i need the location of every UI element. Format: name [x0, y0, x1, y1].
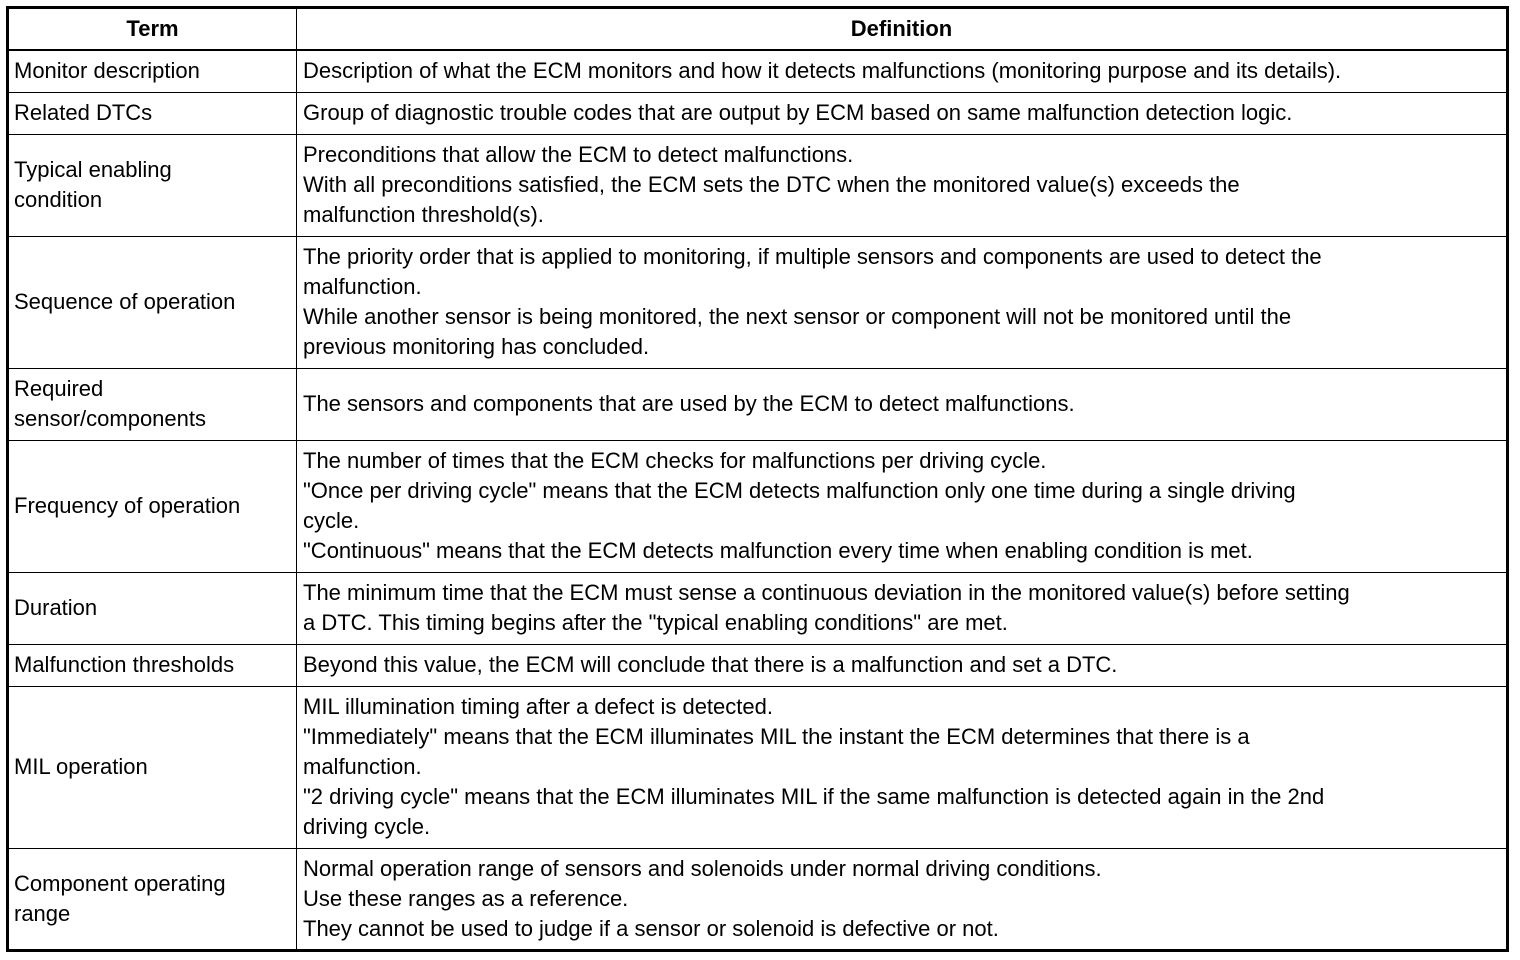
definition-text: "Once per driving cycle" means that the ECM detects malfunction only one time during a single driving: [303, 478, 1296, 503]
term-text: Malfunction thresholds: [14, 652, 235, 677]
term-cell: [8, 368, 297, 440]
term-text: Required: [14, 376, 104, 401]
definition-text: "Continuous" means that the ECM detects malfunction every time when enabling condition is met.: [303, 538, 1253, 563]
definition-text: malfunction threshold(s).: [303, 202, 544, 227]
definition-text: While another sensor is being monitored, the next sensor or component will not be monitored until the: [303, 304, 1292, 329]
definition-text: malfunction.: [303, 274, 422, 299]
definition-text: The number of times that the ECM checks for malfunctions per driving cycle.: [303, 448, 1047, 473]
definition-text: Preconditions that allow the ECM to detect malfunctions.: [303, 142, 854, 167]
definition-cell: [297, 368, 1508, 440]
definition-text: With all preconditions satisfied, the ECM sets the DTC when the monitored value(s) exceeds the: [303, 172, 1240, 197]
definition-text: Description of what the ECM monitors and how it detects malfunctions (monitoring purpose and its details).: [303, 58, 1342, 84]
table-row: [8, 686, 1508, 848]
table-row: [8, 134, 1508, 236]
table-body: [8, 50, 1508, 950]
definition-cell: [297, 236, 1508, 368]
definition-text: "Immediately" means that the ECM illuminates MIL the instant the ECM determines that there is a: [303, 724, 1250, 749]
definition-text: previous monitoring has concluded.: [303, 334, 650, 359]
table-row: [8, 848, 1508, 950]
term-text: MIL operation: [14, 754, 148, 779]
header-row: [8, 8, 1508, 51]
table-row: [8, 50, 1508, 92]
definition-text: The sensors and components that are used by the ECM to detect malfunctions.: [303, 391, 1075, 416]
table-row: [8, 644, 1508, 686]
definition-cell: [297, 572, 1508, 644]
definition-text: The minimum time that the ECM must sense a continuous deviation in the monitored value(s) before setting: [303, 580, 1350, 605]
table-row: [8, 368, 1508, 440]
term-cell: [8, 440, 297, 572]
definition-text: The priority order that is applied to monitoring, if multiple sensors and components are used to detect the: [303, 244, 1322, 269]
definition-text: driving cycle.: [303, 814, 431, 839]
term-text: Frequency of operation: [14, 493, 241, 518]
definition-text: cycle.: [303, 508, 360, 533]
definition-cell: [297, 848, 1508, 950]
definition-cell: [297, 440, 1508, 572]
definition-text: Use these ranges as a reference.: [303, 885, 629, 911]
table-row: [8, 572, 1508, 644]
definition-text: Beyond this value, the ECM will conclude that there is a malfunction and set a DTC.: [303, 652, 1118, 677]
definition-cell: [297, 134, 1508, 236]
definition-cell: [297, 686, 1508, 848]
terms-definition-table: [6, 6, 1509, 952]
term-cell: [8, 686, 297, 848]
term-cell: [8, 50, 297, 92]
definition-cell: [297, 50, 1508, 92]
term-text: sensor/components: [14, 406, 206, 431]
term-text: Component operating: [14, 870, 226, 896]
term-cell: [8, 644, 297, 686]
header-term: Term: [8, 8, 297, 51]
term-text: range: [14, 900, 71, 926]
term-text: condition: [14, 187, 103, 212]
definition-text: Group of diagnostic trouble codes that are output by ECM based on same malfunction detection logic.: [303, 100, 1293, 125]
definition-text: a DTC. This timing begins after the "typical enabling conditions" are met.: [303, 610, 1008, 635]
definition-text: They cannot be used to judge if a sensor or solenoid is defective or not.: [303, 915, 999, 941]
term-cell: [8, 236, 297, 368]
term-cell: [8, 572, 297, 644]
term-text: Duration: [14, 595, 98, 620]
term-cell: [8, 134, 297, 236]
term-text: Related DTCs: [14, 100, 153, 125]
term-text: Monitor description: [14, 58, 200, 84]
definition-text: Normal operation range of sensors and solenoids under normal driving conditions.: [303, 855, 1102, 881]
header-definition: Definition: [297, 8, 1508, 51]
definition-text: MIL illumination timing after a defect is detected.: [303, 694, 773, 719]
term-text: Sequence of operation: [14, 289, 236, 314]
term-cell: [8, 92, 297, 134]
term-cell: [8, 848, 297, 950]
table-row: [8, 92, 1508, 134]
term-text: Typical enabling: [14, 157, 172, 182]
definition-text: malfunction.: [303, 754, 422, 779]
table-row: [8, 236, 1508, 368]
table-row: [8, 440, 1508, 572]
definition-cell: [297, 92, 1508, 134]
definition-cell: [297, 644, 1508, 686]
definition-text: "2 driving cycle" means that the ECM illuminates MIL if the same malfunction is detected again in the 2nd: [303, 784, 1325, 809]
